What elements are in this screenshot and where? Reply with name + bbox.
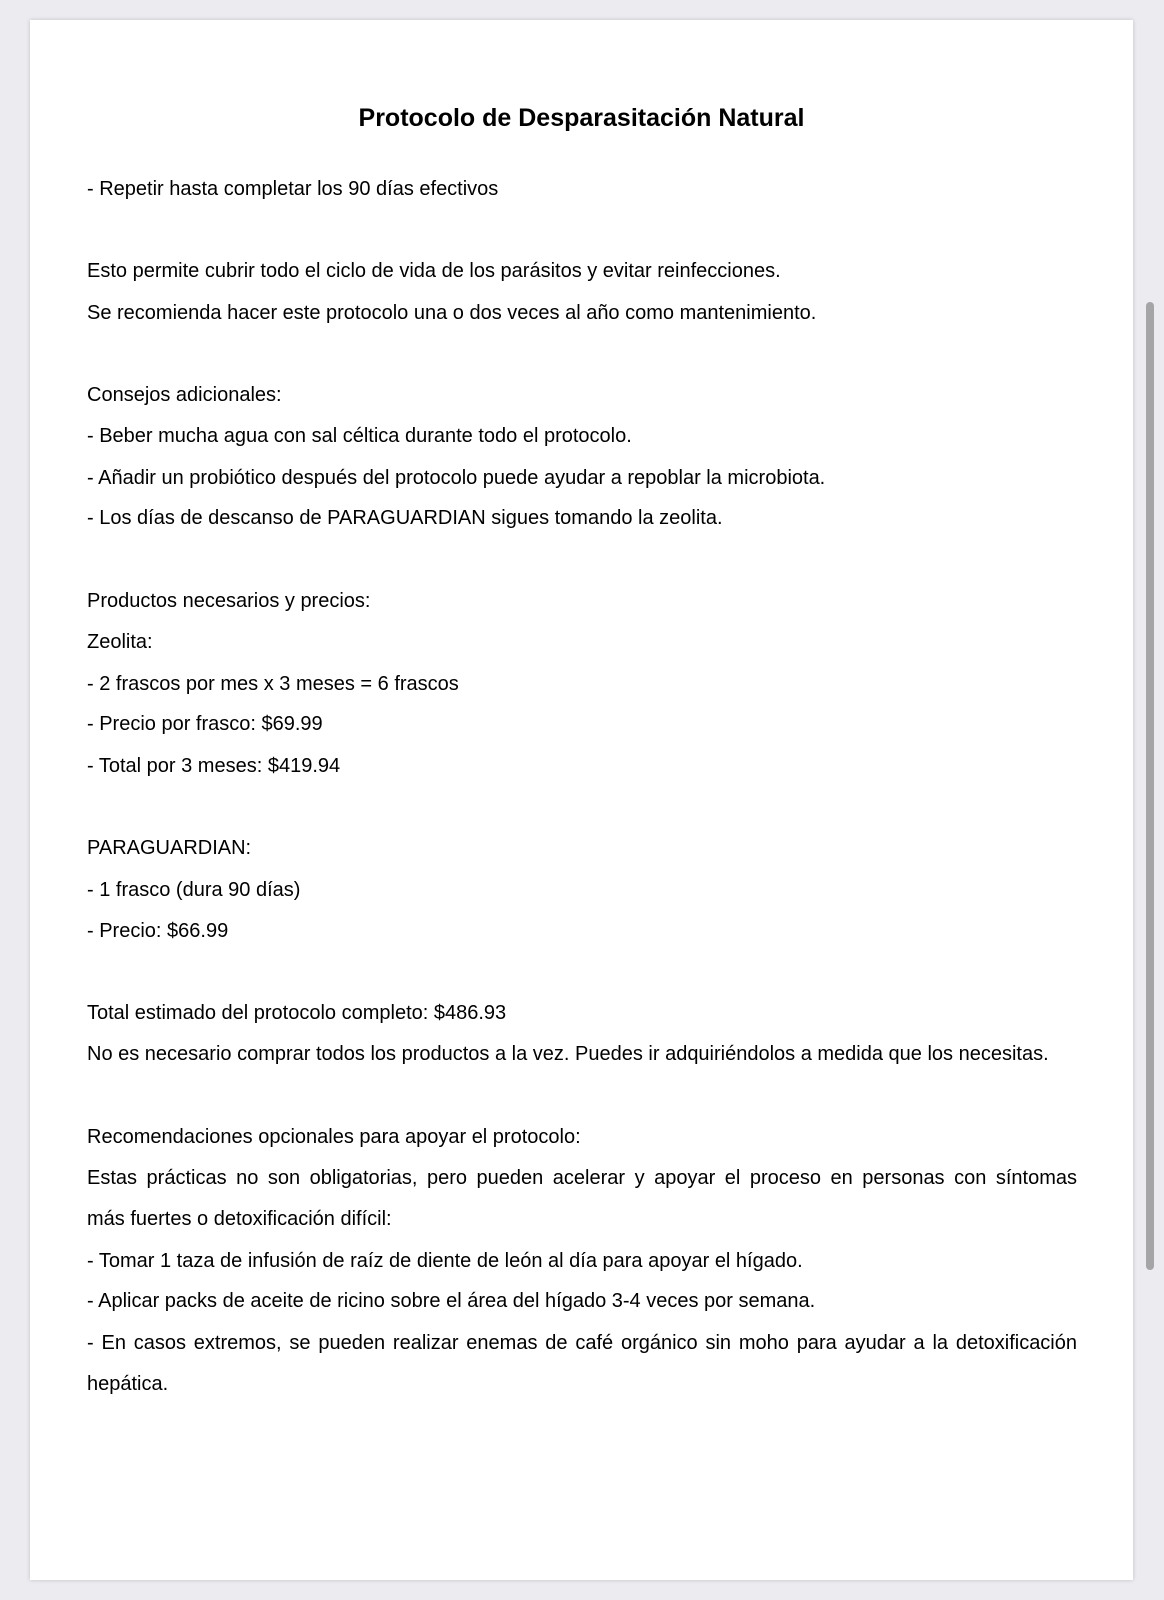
list-item: - Beber mucha agua con sal céltica durante todo el protocolo. xyxy=(87,425,632,447)
list-item: - 1 frasco (dura 90 días) xyxy=(87,879,301,901)
vertical-scrollbar[interactable] xyxy=(1146,302,1154,1270)
list-item: - Aplicar packs de aceite de ricino sobre el área del hígado 3-4 veces por semana. xyxy=(87,1290,816,1312)
text-line: No es necesario comprar todos los productos a la vez. Puedes ir adquiriéndolos a medida que los necesitas. xyxy=(87,1043,1049,1065)
text-line: Esto permite cubrir todo el ciclo de vida de los parásitos y evitar reinfecciones. xyxy=(87,260,781,282)
list-item: - 2 frascos por mes x 3 meses = 6 frascos xyxy=(87,673,459,695)
section-heading-productos: Productos necesarios y precios: xyxy=(87,590,371,612)
section-heading-consejos: Consejos adicionales: xyxy=(87,384,282,406)
document-page xyxy=(30,20,1133,1580)
list-item: - Añadir un probiótico después del protocolo puede ayudar a repoblar la microbiota. xyxy=(87,467,826,489)
list-item: - Los días de descanso de PARAGUARDIAN sigues tomando la zeolita. xyxy=(87,507,723,529)
text-line: Se recomienda hacer este protocolo una o dos veces al año como mantenimiento. xyxy=(87,302,817,324)
product-heading-paraguardian: PARAGUARDIAN: xyxy=(87,837,252,859)
list-item: - Precio: $66.99 xyxy=(87,920,229,942)
list-item: - En casos extremos, se pueden realizar enemas de café orgánico sin moho para ayudar a la detoxificación xyxy=(87,1332,1077,1354)
text-line: Estas prácticas no son obligatorias, pero pueden acelerar y apoyar el proceso en personas con síntomas xyxy=(87,1167,1077,1189)
total-estimate: Total estimado del protocolo completo: $486.93 xyxy=(87,1002,507,1024)
product-heading-zeolita: Zeolita: xyxy=(87,631,153,653)
text-line: más fuertes o detoxificación difícil: xyxy=(87,1208,392,1230)
list-item: - Tomar 1 taza de infusión de raíz de diente de león al día para apoyar el hígado. xyxy=(87,1250,803,1272)
list-item: - Total por 3 meses: $419.94 xyxy=(87,755,341,777)
section-heading-recomendaciones: Recomendaciones opcionales para apoyar el protocolo: xyxy=(87,1126,581,1148)
list-item: - Precio por frasco: $69.99 xyxy=(87,713,323,735)
text-line: - Repetir hasta completar los 90 días efectivos xyxy=(87,178,499,200)
document-title: Protocolo de Desparasitación Natural xyxy=(358,104,805,132)
text-line: hepática. xyxy=(87,1373,169,1395)
